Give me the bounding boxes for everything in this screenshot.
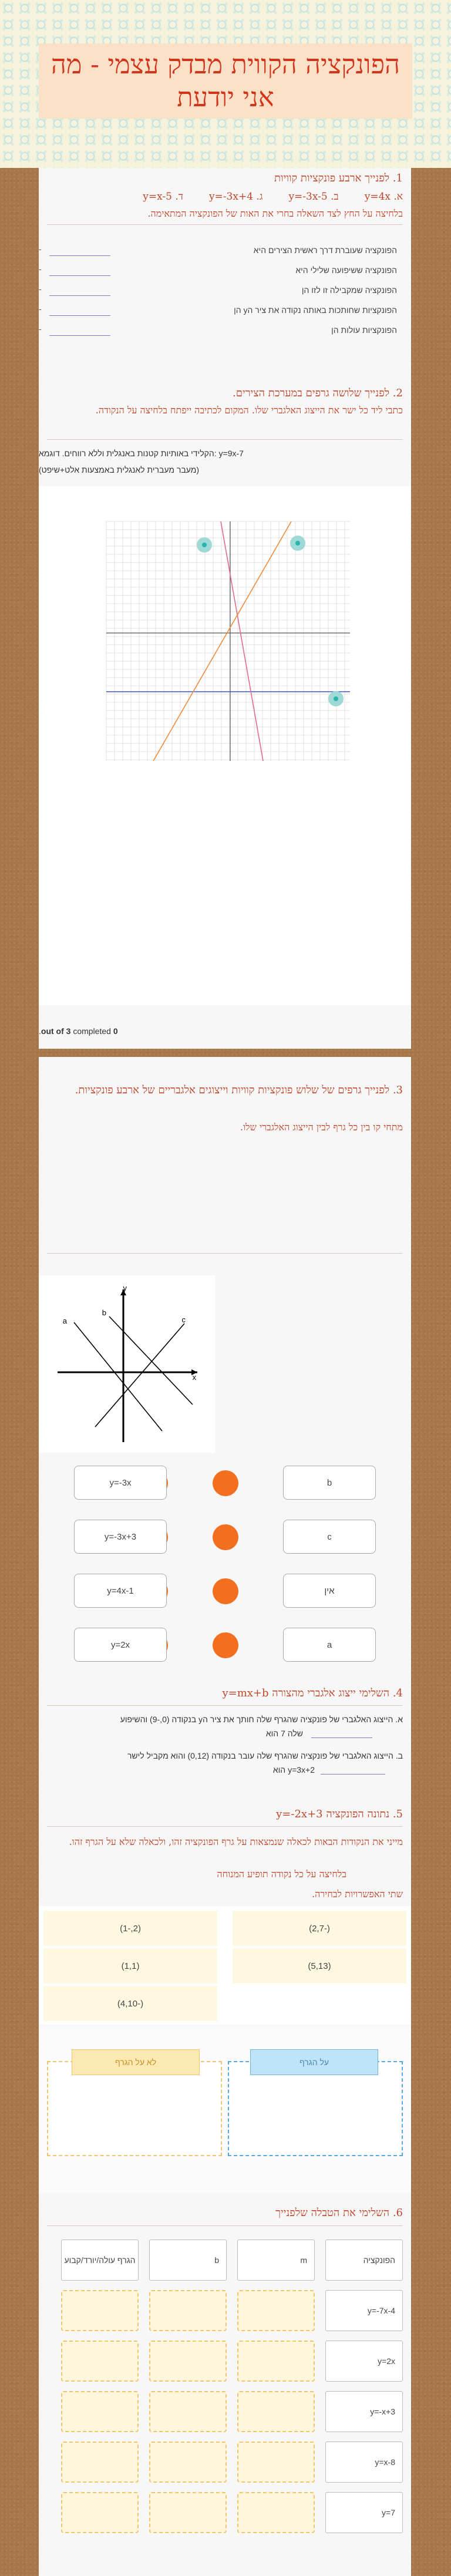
bin-on-graph[interactable] [228, 2061, 403, 2156]
match-dot-right-2[interactable] [213, 1524, 238, 1550]
q4-a-line-1: א. הייצוג האלגברי של פונקציה שהגרף שלה חותך את ציר הy בנקודה (0,-9) והשיפוע [120, 1715, 403, 1724]
graph-label-x: x [192, 1373, 196, 1382]
title-box [39, 43, 412, 119]
q4-a-line-2-wrap [39, 1726, 403, 1740]
q1-dash-5: - [39, 324, 42, 334]
q2-graph-area [39, 486, 411, 1005]
section-panel-1 [39, 168, 411, 1049]
q4-b-line-2-wrap [39, 1763, 403, 1777]
match-right-4[interactable]: a [283, 1628, 376, 1662]
q1-function-list [143, 189, 403, 205]
q5-title: 5. נתונה הפונקציה y=-2x+3 [276, 1808, 403, 1820]
q5-instruction: מייני את הנקודות הבאות לכאלה שנמצאות על גרף הפונקציה זהו, ולכאלה שלא על הגרף זהו. [69, 1836, 403, 1847]
q6-row-1-function: y=-7x-4 [325, 2290, 403, 2331]
match-left-4[interactable]: y=2x [74, 1628, 167, 1662]
q6-row-1-m[interactable] [237, 2290, 315, 2331]
divider [47, 224, 403, 225]
q1-dash-3: - [39, 284, 42, 294]
q5-point-5[interactable]: (-4,10) [43, 1986, 217, 2021]
match-left-2[interactable]: y=-3x+3 [74, 1520, 167, 1554]
q6-row-2-function: y=2x [325, 2341, 403, 2382]
q6-row-2-b[interactable] [149, 2341, 227, 2382]
q6-row-3-function: y=-x+3 [325, 2391, 403, 2432]
hotspot-2[interactable] [290, 536, 305, 551]
q2-note-2: (מעבר מעברית לאנגלית באמצעות אלט+שיפט) [39, 465, 199, 474]
header-banner [0, 0, 451, 168]
q4-part-a [39, 1712, 403, 1740]
bin-off-graph[interactable] [47, 2061, 222, 2156]
q1-dropdown-1[interactable] [49, 245, 110, 256]
match-right-2[interactable]: c [283, 1520, 376, 1554]
graph-line-c [95, 1324, 184, 1427]
q4-b-line-1: ב. הייצוג האלגברי של פונקציה שהגרף שלה עובר בנקודה (0,12) והוא מקביל לישר [127, 1751, 403, 1760]
q2-coordinate-plane [39, 486, 411, 1005]
q1-title: 1. לפנייך ארבע פונקציות קוויות [274, 172, 403, 184]
q6-row-5-m[interactable] [237, 2492, 315, 2533]
q2-title: 2. לפנייך שלושה גרפים במערכת הצירים. [233, 387, 403, 399]
q1-item-3: הפונקציה שמקבילה זו לזו הן [301, 285, 397, 295]
q1-dash-1: - [39, 244, 42, 254]
q4-title: 4. השלימי ייצוג אלגברי מהצורה y=mx+b [222, 1687, 403, 1699]
q4-a-line-2: שלה 7 הוא [265, 1729, 303, 1738]
q1-function-a: א. y=4x [364, 191, 403, 203]
q1-dropdown-5[interactable] [49, 325, 110, 336]
q1-dash-2: - [39, 264, 42, 274]
match-left-1[interactable]: y=-3x [74, 1466, 167, 1500]
q1-item-4: הפונקציות שחותכות באותה נקודה את ציר הy הן [234, 305, 397, 315]
q6-row-4-function: y=x-8 [325, 2442, 403, 2483]
graph-label-y: y [123, 1284, 127, 1292]
q2-status-count: 0 out of 3 [41, 1026, 118, 1036]
q6-header-b: b [149, 2240, 227, 2281]
q1-dropdown-4[interactable] [49, 305, 110, 316]
q5-instruction-2: בלחיצה על כל נקודה תופיע המנוחה [217, 1868, 346, 1880]
q1-function-b: ב. y=-3x-5 [288, 191, 339, 203]
q6-row-2-m[interactable] [237, 2341, 315, 2382]
divider [47, 1826, 403, 1827]
graph-label-b: b [102, 1308, 106, 1317]
q2-instruction: כתבי ליד כל ישר את הייצוג האלגברי שלו. המקום לכתיבה ייפתח בלחיצה על הנקודה. [95, 405, 403, 416]
q6-row-3-m[interactable] [237, 2391, 315, 2432]
q6-row-2-direction[interactable] [61, 2341, 139, 2382]
bin-on-graph-label: על הגרף [250, 2049, 378, 2075]
match-dot-right-1[interactable] [213, 1470, 238, 1496]
q2-status [39, 1026, 118, 1036]
q5-point-2[interactable]: (2,-1) [43, 1911, 217, 1946]
q1-function-c: ג. y=-3x+4 [208, 191, 263, 203]
graph-label-a: a [62, 1316, 67, 1325]
q6-row-4-b[interactable] [149, 2442, 227, 2483]
q1-dropdown-2[interactable] [49, 265, 110, 276]
q6-row-5-function: y=7 [325, 2492, 403, 2533]
q6-row-4-direction[interactable] [61, 2442, 139, 2483]
match-dot-right-3[interactable] [213, 1578, 238, 1604]
divider [47, 1253, 403, 1254]
q1-function-d: ד. y=x-5 [143, 191, 183, 203]
q6-row-5-direction[interactable] [61, 2492, 139, 2533]
match-left-3[interactable]: y=4x-1 [74, 1574, 167, 1608]
q5-point-1[interactable]: (-2,7) [233, 1911, 406, 1946]
q6-row-5-b[interactable] [149, 2492, 227, 2533]
bin-off-graph-label: לא על הגרף [72, 2049, 200, 2075]
q2-status-suffix: completed. [39, 1026, 111, 1036]
line-steep [221, 521, 263, 761]
match-right-1[interactable]: b [283, 1466, 376, 1500]
q1-item-5: הפונקציות עולות הן [331, 325, 397, 335]
q6-header-m: m [237, 2240, 315, 2281]
section-panel-2 [39, 1057, 411, 2576]
q3-graph-image [39, 1275, 215, 1453]
q1-item-1: הפונקציה שעוברת דרך ראשית הצירים היא [253, 245, 397, 255]
q6-row-3-b[interactable] [149, 2391, 227, 2432]
q4-part-b [39, 1749, 403, 1777]
hotspot-3[interactable] [328, 691, 344, 706]
q3-graph-svg [39, 1275, 215, 1453]
q6-title: 6. השלימי את הטבלה שלפנייך [275, 2207, 403, 2219]
hotspot-1[interactable] [197, 537, 212, 553]
q3-title: 3. לפנייך גרפים של שלוש פונקציות קוויות וייצוגים אלגבריים של ארבע פונקציות. [75, 1084, 403, 1096]
q1-item-2: הפונקציה ששיפועה שלילי היא [295, 265, 397, 275]
graph-label-c: c [181, 1315, 186, 1324]
q2-note-1: הקלידי באותיות קטנות באנגלית וללא רווחים. דוגמא: y=9x-7 [39, 449, 244, 458]
q6-row-4-m[interactable] [237, 2442, 315, 2483]
q6-row-1-direction[interactable] [61, 2290, 139, 2331]
divider [47, 439, 403, 440]
q5-point-3[interactable]: (5,13) [233, 1948, 406, 1984]
grid [106, 521, 350, 761]
graph-line-a [74, 1322, 162, 1431]
graph-line-b [109, 1316, 193, 1405]
match-dot-right-4[interactable] [213, 1632, 238, 1658]
match-right-3[interactable]: אין [283, 1574, 376, 1608]
q5-point-4[interactable]: (1,1) [43, 1948, 217, 1984]
q4-a-answer-input[interactable] [311, 1728, 372, 1738]
divider [47, 2225, 403, 2226]
q6-header-function: הפונקציה [325, 2240, 403, 2281]
q6-row-3-direction[interactable] [61, 2391, 139, 2432]
divider [47, 1705, 403, 1706]
q4-b-line-2: y=3x+2 הוא [272, 1765, 315, 1774]
q6-header-direction: הגרף עולה/יורד/קבוע [61, 2240, 139, 2281]
q1-instruction: בלחיצה על החץ לצד השאלה בחרי את האות של הפונקציה המתאימה. [147, 208, 403, 219]
q6-row-1-b[interactable] [149, 2290, 227, 2331]
q5-note: שתי האפשרויות לבחירה. [312, 1888, 403, 1900]
q3-instruction: מתחי קו בין כל גרף לבין הייצוג האלגברי שלו. [240, 1122, 403, 1133]
q4-b-answer-input[interactable] [321, 1764, 385, 1774]
page-title: הפונקציה הקווית מבדק עצמי - מה אני יודעת [51, 49, 400, 113]
q1-dash-4: - [39, 304, 42, 314]
q1-dropdown-3[interactable] [49, 285, 110, 296]
